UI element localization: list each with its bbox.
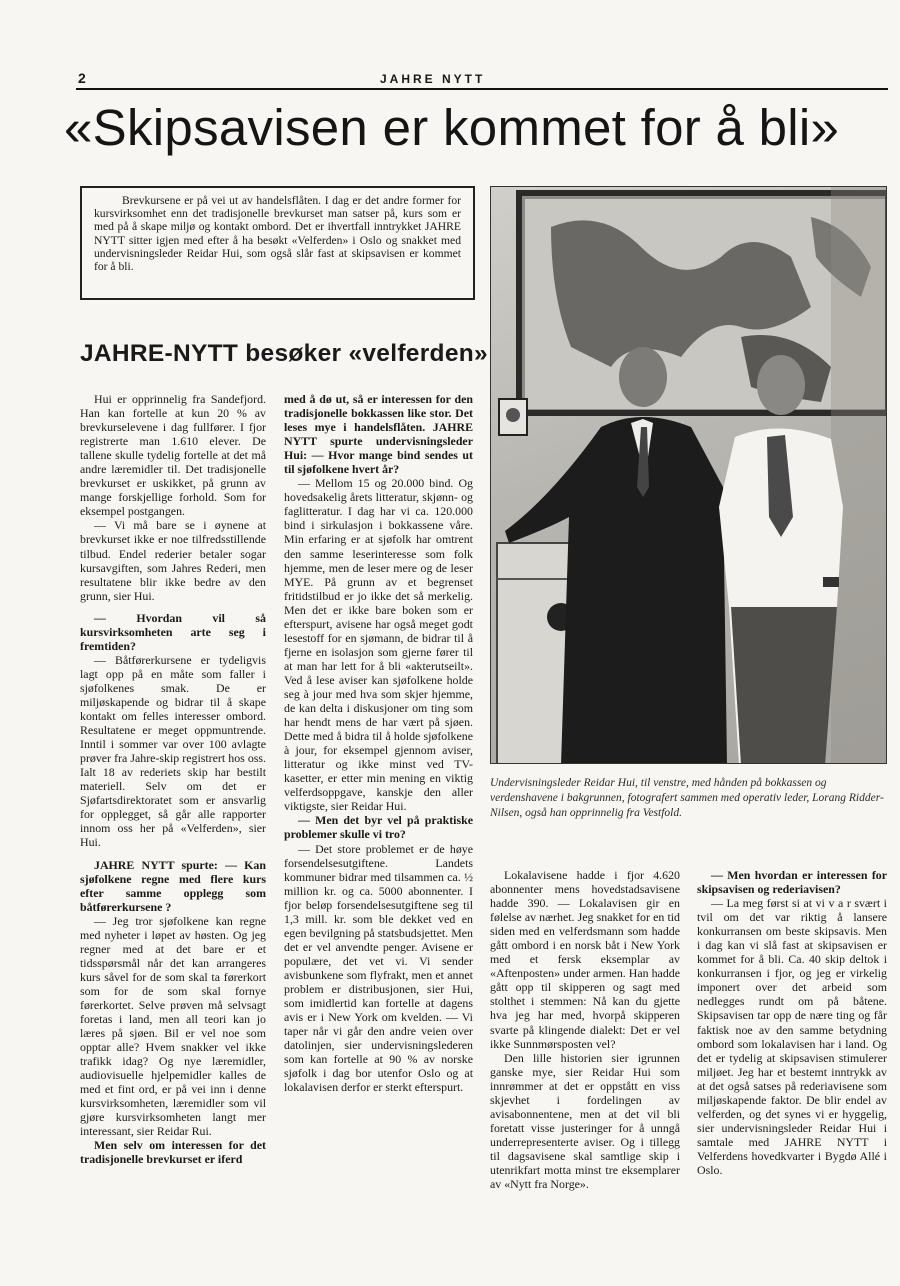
- publication-name: JAHRE NYTT: [380, 72, 486, 86]
- question-paragraph: med å dø ut, så er interessen for den tradisjonelle bokkassen like stor. Det leses mye i handelsflåten. JAHRE NYTT spurte undervisningsleder Hui: — Hvor mange bind sendes ut til sjøfolkene hvert år?: [284, 392, 473, 477]
- question-paragraph: — Hvordan vil så kursvirksomheten arte seg i fremtiden?: [80, 610, 266, 653]
- article-column-2: [284, 392, 473, 1222]
- article-column-3: [490, 868, 680, 1228]
- intro-box: Brevkursene er på vei ut av handelsflåten. I dag er det andre former for kursvirksomhet enn det tradisjonelle brevkurset man satser på, kurs som er med på å skape miljø og kontakt ombord. Det er ihvertfall inntrykket JAHRE NYTT sitter igjen med efter å ha besøkt «Velferden» i Oslo og snakket med undervisningsleder Reidar Hui, som også slår fast at skipsavisen er kommet for å bli.: [80, 186, 475, 300]
- paragraph: — Det store problemet er de høye forsendelsesutgiftene. Landets kommuner bidrar med tilsammen ca. ½ million kr. og ca. 5000 abonnenter. I fjor beløp forsendelsesutgiftene seg til 1,3 mill. kr. som ble dekket ved en egen bevilgning på statsbudsjettet. Men det er vel anvendte penger. Avisene er populære, det vet vi. Vi sender avisbunkene som flyfrakt, men et annet problem er distribusjonen, sier Hui, som imidlertid kan fortelle at dagens avis er i New York om kvelden. — Vi taper når vi går den andre veien over datolinjen, sier undervisningslederen som kan fortelle at 90 % av norske sjøfolk i dag bor utenfor Oslo og at lokalavisen derfor er sterkt efterspurt.: [284, 841, 473, 1095]
- photo-illustration: [491, 187, 887, 764]
- paragraph: Hui er opprinnelig fra Sandefjord. Han kan fortelle at kun 20 % av brevkurselevene i dag fullfører. I fjor registrerte man 1.610 elever. De tallene skulle tydelig fortelle at det må andre læremidler til. Det tradisjonelle brevkurset er uskikket, på grunn av mange forskjellige forhold. Som for eksempel postgangen.: [80, 392, 266, 519]
- paragraph: — Jeg tror sjøfolkene kan regne med nyheter i løpet av høsten. Og jeg regner med at det bare er et tidsspørsmål når det kan arrangeres kurs såvel for de som skal ta førerkort som for de som skal fornye førerkortet. Selve prøven må selvsagt foretas i land, men all teori kan jo læres på sjøen. Bil er vel noe som opptar alle? Hvem snakker vel ikke trafikk idag? Og nye læremidler, audiovisuelle hjelpemidler kalles de med et fint ord, er på vei inn i denne kursvirksomheten, læremidler som vil gjøre kursvirksomheten langt mer interessant, sier Reidar Rui.: [80, 913, 266, 1139]
- article-column-1: [80, 392, 266, 1222]
- question-paragraph: Men selv om interessen for det tradisjonelle brevkurset er iferd: [80, 1138, 266, 1167]
- question-paragraph: JAHRE NYTT spurte: — Kan sjøfolkene regne med flere kurs efter samme opplegg som båtførerkursene ?: [80, 857, 266, 914]
- question-paragraph: — Men det byr vel på praktiske problemer skulle vi tro?: [284, 813, 473, 842]
- headline: «Skipsavisen er kommet for å bli»: [64, 99, 840, 156]
- paragraph: — Båtførerkursene er tydeligvis lagt opp på en måte som faller i sjøfolkenes smak. De er miljøskapende og bidrar til å skape kontakt om felles interesser ombord. Resultatene er meget oppmuntrende. Inntil i sommer var over 100 avlagte prøver fra Jahre-skip registrert hos oss. Ialt 18 av rederiets skip har bestilt materiell. Selv om det er Sjøfartsdirektoratet som er ansvarlig for opplegget, så går alle rapporter innom oss her på «Velferden», sier Hui.: [80, 652, 266, 850]
- page-number: 2: [78, 70, 86, 86]
- section-title: JAHRE-NYTT besøker «velferden»: [80, 340, 488, 367]
- paragraph: Lokalavisene hadde i fjor 4.620 abonnenter mens hovedstadsavisene hadde 390. — Lokalavisen gir en følelse av nærhet. Jeg snakket for en tid siden med en velferdsmann som hadde gått ombord i en norsk båt i New York med et fersk eksemplar av «Aftenposten» under armen. Han hadde gått opp til skipperen og sagt med stolthet i stemmen: Nå kan du gjette hva jeg har med, hvorpå skipperen svarte på klingende dialekt: Det er vel ikke Sunnmørsposten vel?: [490, 868, 680, 1051]
- header-rule: [76, 88, 888, 90]
- photo-caption: Undervisningsleder Reidar Hui, til venstre, med hånden på bokkassen og verdenshavene i bakgrunnen, fotografert sammen med operativ leder, Lorang Ridder-Nilsen, også han opprinnelig fra Vestfold.: [490, 777, 884, 820]
- paragraph: — Vi må bare se i øynene at brevkurset ikke er noe tilfredsstillende tilbud. Endel rederier betaler sogar kursavgiften, som Jahres Rederi, men resultatene blir ikke bedre av den grunn, sier Hui.: [80, 518, 266, 603]
- article-photo: [490, 186, 887, 764]
- article-column-4: [697, 868, 887, 1228]
- question-paragraph: — Men hvordan er interessen for skipsavisen og rederiavisen?: [697, 868, 887, 897]
- paragraph: — La meg først si at vi v a r svært i tvil om det var riktig å lansere konkurransen om beste skipsavis. Men i dag kan vi slå fast at skipsavisen er kommet for å bli. Ca. 40 skip deltok i konkurransen i fjor, og jeg er virkelig imponert over det arbeid som nedlegges rundt om på båtene. Skipsavisen tar opp de nære ting og får faktisk noe av den samme betydning ombord som lokalavisen har i land. Og det er tydelig at skipsavisen stimulerer miljøet. Jeg har et bestemt inntrykk av at det også satses på rederiavisene som miljøskapende faktor. De blir endel av velferden, og det synes vi er hyggelig, sier undervisningsleder Reidar Hui i samtale med JAHRE NYTT i Velferdens hovedkvarter i Bygdø Allé i Oslo.: [697, 896, 887, 1177]
- paragraph: Den lille historien sier igrunnen ganske mye, sier Reidar Hui som innrømmer at det er oppstått en viss skjevhet i fordelingen av avisabonnentene, men at det vil bli foretatt visse justeringer for å unngå underrepresenterte aviser. Og i tillegg til dagsavisene skal samtlige skip i utenrikfart motta minst tre eksemplarer av «Nytt fra Norge».: [490, 1050, 680, 1192]
- paragraph: — Mellom 15 og 20.000 bind. Og hovedsakelig årets litteratur, skjønn- og faglitteratur. I dag har vi ca. 120.000 bind i sirkulasjon i bokkassene våre. Min erfaring er at sjøfolk har omtrent den samme leserinteresse som folk hjemme, men de leser mere og de leser MYE. På grunn av et begrenset fritidstilbud er jo ikke det så merkelig. Men det er ikke bare boken som er efterspurt, avisene har også meget godt lesestoff for en sjømann, de bidrar til å fjerne en isolasjon som gjerne fører til at man har lett for å bli «akterutseilt». Ved å lese aviser kan sjøfolkene holde seg à jour med hva som skjer hjemme, de kan delta i diskusjoner om ting som har hendt mens de har vært på sjøen. Dette med å bidra til å holde sjøfolkene à jour, for eksempel gjennom aviser, litteratur og ikke minst ved TV-kasetter, er etter min mening en viktig velferdsoppgave, kanskje den aller viktigste, sier Reidar Hui.: [284, 476, 473, 814]
